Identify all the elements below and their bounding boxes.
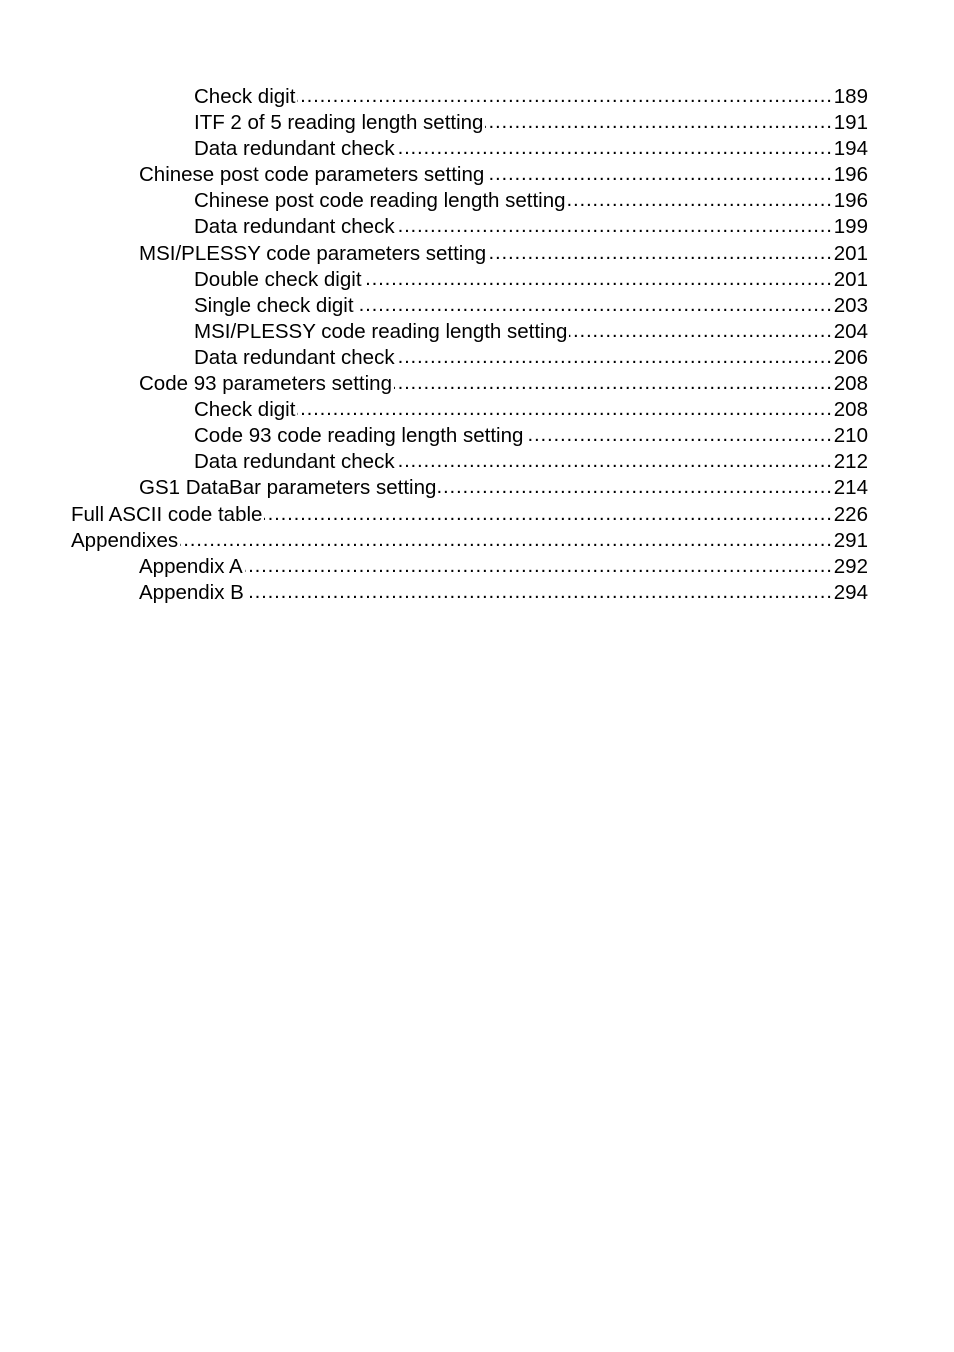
toc-page-number: 292	[833, 554, 868, 578]
toc-page-number: 196	[833, 189, 868, 213]
toc-dot-leader	[486, 161, 833, 181]
toc-entry-title: Chinese post code reading length setting	[194, 189, 566, 213]
toc-entry[interactable]	[71, 161, 868, 187]
toc-entry-title: MSI/PLESSY code reading length setting	[194, 319, 568, 343]
toc-page-number: 199	[833, 215, 868, 239]
toc-page-number: 189	[833, 85, 868, 108]
toc-dot-leader	[438, 474, 832, 494]
toc-entry[interactable]	[71, 422, 868, 448]
toc-entry-title: Data redundant check	[194, 137, 395, 161]
toc-page-number: 203	[833, 293, 868, 317]
toc-dot-leader	[180, 527, 833, 547]
toc-entry-title: ITF 2 of 5 reading length setting	[194, 111, 484, 135]
toc-entry[interactable]	[71, 474, 868, 500]
toc-entry-title: Check digit	[194, 85, 296, 108]
toc-dot-leader	[488, 240, 833, 260]
toc-entry[interactable]	[71, 448, 868, 474]
toc-page-number: 226	[833, 502, 868, 526]
toc-entry[interactable]	[71, 213, 868, 239]
toc-dot-leader	[364, 266, 833, 286]
toc-dot-leader	[397, 213, 833, 233]
toc-entry-title: Appendix B	[139, 580, 244, 604]
toc-entry-title: Data redundant check	[194, 450, 395, 474]
toc-entry[interactable]	[71, 501, 868, 527]
toc-entry[interactable]	[71, 135, 868, 161]
toc-page-number: 206	[833, 345, 868, 369]
toc-entry[interactable]	[71, 553, 868, 579]
toc-page-number: 212	[833, 450, 868, 474]
toc-entry[interactable]	[71, 579, 868, 605]
toc-dot-leader	[397, 448, 833, 468]
toc-page-number: 201	[833, 241, 868, 265]
toc-entry[interactable]	[71, 83, 868, 109]
toc-entry-title: Full ASCII code table	[71, 502, 263, 526]
toc-entry[interactable]	[71, 318, 868, 344]
toc-entry[interactable]	[71, 396, 868, 422]
toc-dot-leader	[264, 501, 832, 521]
toc-entry[interactable]	[71, 187, 868, 213]
toc-entry-title: Code 93 parameters setting	[139, 372, 392, 396]
toc-dot-leader	[568, 187, 833, 207]
toc-dot-leader	[525, 422, 832, 442]
toc-page-number: 210	[833, 424, 868, 448]
toc-page-number: 214	[833, 476, 868, 500]
toc-entry-title: Appendixes	[71, 528, 179, 552]
toc-page-number: 194	[833, 137, 868, 161]
toc-page-number: 291	[833, 528, 868, 552]
toc-dot-leader	[394, 370, 833, 390]
table-of-contents	[71, 83, 868, 605]
toc-page-number: 191	[833, 111, 868, 135]
toc-entry-title: Chinese post code parameters setting	[139, 163, 485, 187]
toc-entry[interactable]	[71, 109, 868, 135]
toc-entry-title: MSI/PLESSY code parameters setting	[139, 241, 487, 265]
toc-dot-leader	[397, 344, 833, 364]
toc-page-number: 204	[833, 319, 868, 343]
toc-entry-title: Appendix A	[139, 554, 243, 578]
toc-entry-title: Double check digit	[194, 267, 362, 291]
toc-entry-title: GS1 DataBar parameters setting	[139, 476, 437, 500]
toc-entry-title: Data redundant check	[194, 345, 395, 369]
toc-entry[interactable]	[71, 240, 868, 266]
toc-page-number: 201	[833, 267, 868, 291]
toc-dot-leader	[485, 109, 832, 129]
toc-entry[interactable]	[71, 292, 868, 318]
toc-entry-title: Check digit	[194, 398, 296, 422]
toc-dot-leader	[397, 135, 833, 155]
toc-page-number: 196	[833, 163, 868, 187]
toc-page-number: 208	[833, 372, 868, 396]
toc-entry-title: Code 93 code reading length setting	[194, 424, 524, 448]
toc-dot-leader	[297, 396, 832, 416]
toc-dot-leader	[356, 292, 833, 312]
toc-entry-title: Data redundant check	[194, 215, 395, 239]
toc-page-number: 294	[833, 580, 868, 604]
toc-entry[interactable]	[71, 527, 868, 553]
toc-entry[interactable]	[71, 344, 868, 370]
toc-entry[interactable]	[71, 266, 868, 292]
toc-entry-title: Single check digit	[194, 293, 354, 317]
toc-entry[interactable]	[71, 370, 868, 396]
toc-dot-leader	[297, 83, 832, 103]
toc-dot-leader	[246, 579, 833, 599]
toc-page-number: 208	[833, 398, 868, 422]
toc-dot-leader	[569, 318, 832, 338]
toc-dot-leader	[245, 553, 833, 573]
